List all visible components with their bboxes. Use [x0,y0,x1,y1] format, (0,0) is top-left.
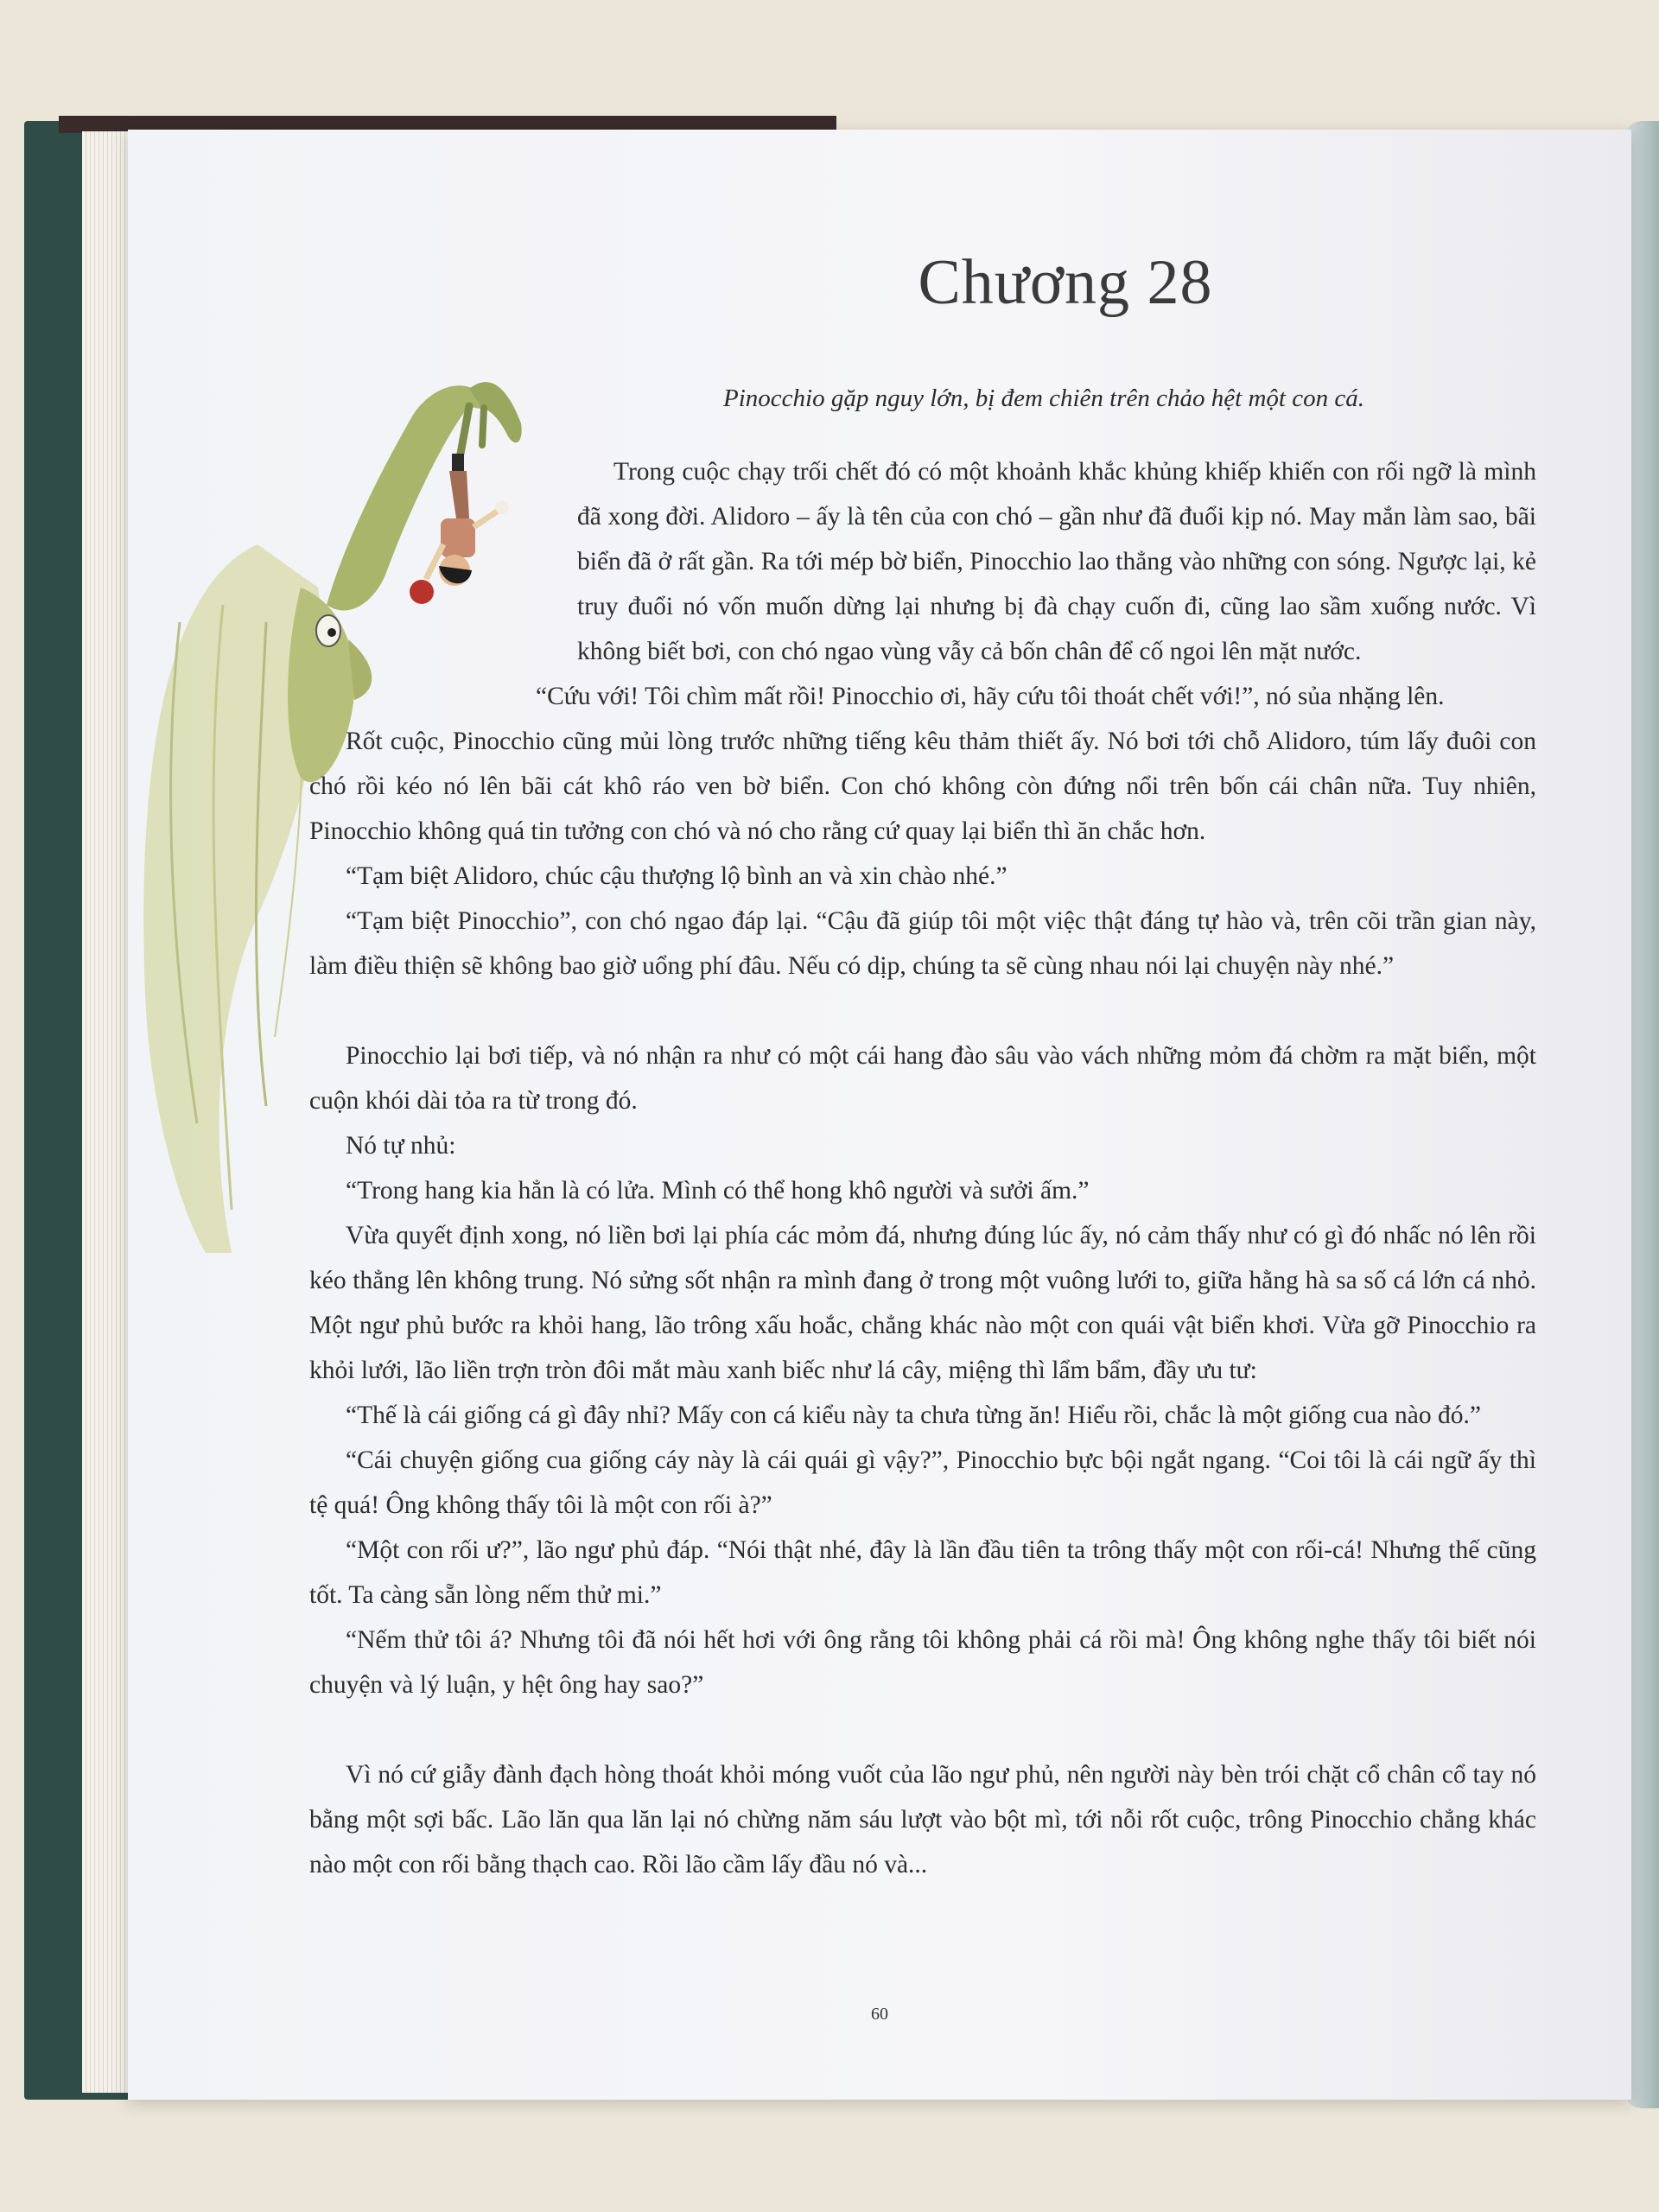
paragraph: Vì nó cứ giẫy đành đạch hòng thoát khỏi móng vuốt của lão ngư phủ, nên người này bèn trói chặt cổ chân cổ tay nó bằng một sợi bấc. Lão lăn qua lăn lại nó chừng năm sáu lượt vào bột mì, tới nỗi rốt cuộc, trông Pinocchio chẳng khác nào một con rối bằng thạch cao. Rồi lão cầm lấy đầu nó và... [309,1761,1536,1878]
paragraph: Pinocchio lại bơi tiếp, và nó nhận ra như có một cái hang đào sâu vào vách những mỏm đá chờm ra mặt biển, một cuộn khói dài tỏa ra từ trong đó. [309,1042,1536,1115]
chapter-title: Chương 28 [918,247,1213,318]
paragraph: Trong cuộc chạy trối chết đó có một khoảnh khắc khủng khiếp khiến con rối ngỡ là mình đã xong đời. Alidoro – ấy là tên của con chó – gần như đã đuổi kịp nó. May mắn làm sao, bãi biển đã ở rất gần. Ra tới mép bờ biển, Pinocchio lao thẳng vào những con sóng. Ngược lại, kẻ truy đuổi nó vốn muốn dừng lại nhưng bị đà chạy cuốn đi, cũng lao sầm xuống nước. Vì không biết bơi, con chó ngao vùng vẫy cả bốn chân để cố ngoi lên mặt nước. [577,458,1536,665]
book-page [128,130,1631,2100]
paragraph: “Nếm thử tôi á? Nhưng tôi đã nói hết hơi với ông rằng tôi không phải cá rồi mà! Ông không nghe thấy tôi biết nói chuyện và lý luận, y hệt ông hay sao?” [309,1626,1536,1699]
paragraph: “Một con rối ư?”, lão ngư phủ đáp. “Nói thật nhé, đây là lần đầu tiên ta trông thấy một con rối-cá! Nhưng thế cũng tốt. Ta càng sẵn lòng nếm thử mi.” [309,1536,1536,1609]
paragraph: Vừa quyết định xong, nó liền bơi lại phía các mỏm đá, nhưng đúng lúc ấy, nó cảm thấy như có gì đó nhấc nó lên rồi kéo thẳng lên không trung. Nó sửng sốt nhận ra mình đang ở trong một vuông lưới to, giữa hằng hà sa số cá lớn cá nhỏ. Một ngư phủ bước ra khỏi hang, lão trông xấu hoắc, chẳng khác nào một con quái vật biển khơi. Vừa gỡ Pinocchio ra khỏi lưới, lão liền trợn tròn đôi mắt màu xanh biếc như lá cây, miệng thì lẩm bẩm, đầy ưu tư: [309,1222,1536,1384]
paragraph: “Cứu với! Tôi chìm mất rồi! Pinocchio ơi, hãy cứu tôi thoát chết với!”, nó sủa nhặng lên. [536,683,1445,710]
chapter-subtitle: Pinocchio gặp nguy lớn, bị đem chiên trên chảo hệt một con cá. [723,385,1364,412]
page-edges [82,131,134,2093]
paragraph: Rốt cuộc, Pinocchio cũng mủi lòng trước những tiếng kêu thảm thiết ấy. Nó bơi tới chỗ Alidoro, túm lấy đuôi con chó rồi kéo nó lên bãi cát khô ráo ven bờ biển. Con chó không còn đứng nổi trên bốn cái chân nữa. Tuy nhiên, Pinocchio không quá tin tưởng con chó và nó cho rằng cứ quay lại biển thì ăn chắc hơn. [309,728,1536,845]
paragraph: “Trong hang kia hẳn là có lửa. Mình có thể hong khô người và sưởi ấm.” [346,1177,1090,1205]
paragraph: “Cái chuyện giống cua giống cáy này là cái quái gì vậy?”, Pinocchio bực bội ngắt ngang. “Coi tôi là cái ngữ ấy thì tệ quá! Ông không thấy tôi là một con rối à?” [309,1446,1536,1519]
page-number: 60 [871,2005,888,2024]
paragraph: “Tạm biệt Alidoro, chúc cậu thượng lộ bình an và xin chào nhé.” [346,862,1007,890]
paragraph: Nó tự nhủ: [346,1132,456,1160]
paragraph: “Tạm biệt Pinocchio”, con chó ngao đáp lại. “Cậu đã giúp tôi một việc thật đáng tự hào và, trên cõi trần gian này, làm điều thiện sẽ không bao giờ uổng phí đâu. Nếu có dịp, chúng ta sẽ cùng nhau nói lại chuyện này nhé.” [309,907,1536,980]
paragraph: “Thế là cái giống cá gì đây nhỉ? Mấy con cá kiểu này ta chưa từng ăn! Hiểu rồi, chắc là một giống cua nào đó.” [346,1402,1481,1429]
body-text [309,449,1536,1887]
